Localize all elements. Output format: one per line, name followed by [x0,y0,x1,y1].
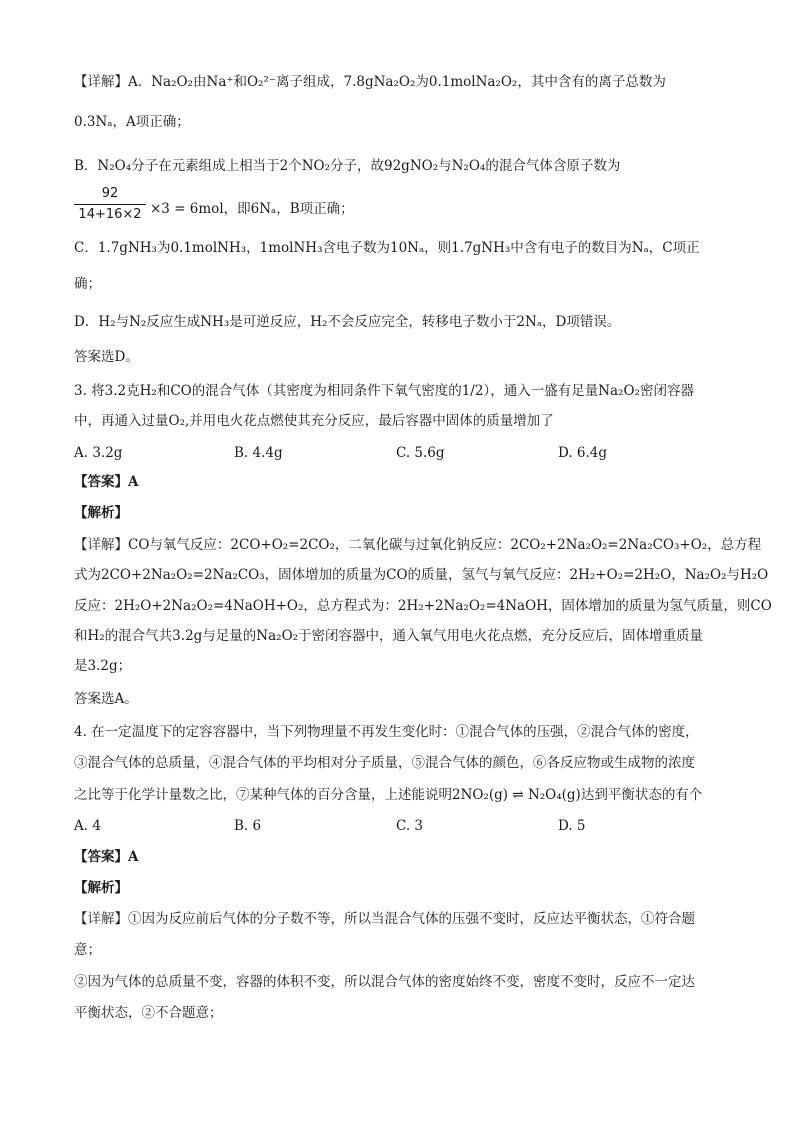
q4-detail-3: ②因为气体的总质量不变，容器的体积不变，所以混合气体的密度始终不变，密度不变时，反应不一定达 [74,974,695,990]
q4-option-c: C. 3 [396,818,424,834]
q3-option-c: C. 5.6g [396,445,445,461]
q3-detail-4: 和H₂的混合气共3.2g与足量的Na₂O₂于密闭容器中，通入氧气用电火花点燃，充分反应后，固体增重质量 [74,628,704,644]
q3-detail-1: 【详解】CO与氧气反应：2CO+O₂=2CO₂，二氧化碳与过氧化钠反应：2CO₂+2Na₂O₂=2Na₂CO₃+O₂，总方程 [74,537,762,553]
question-4-line1: 4. 在一定温度下的定容容器中，当下列物理量不再发生变化时：①混合气体的压强，②混合气体的密度， [74,724,699,740]
fraction-tail: ×3 = 6mol，即6Nₐ，B项正确； [150,201,354,217]
q4-detail-1: 【详解】①因为反应前后气体的分子数不等，所以当混合气体的压强不变时，反应达平衡状态，①符合题 [74,911,695,927]
q4-option-b: B. 6 [234,818,262,834]
question-4-line3: 之比等于化学计量数之比，⑦某种气体的百分含量，上述能说明2NO₂(g) ⇌ N₂O₄(g)达到平衡状态的有个 [74,787,703,803]
para-p2: 0.3Nₐ，A项正确； [74,114,190,130]
q3-analysis-heading: 【解析】 [74,505,128,521]
q3-detail-2: 式为2CO+2Na₂O₂=2Na₂CO₃，固体增加的质量为CO的质量，氢气与氧气反应：2H₂+O₂=2H₂O，Na₂O₂与H₂O [74,567,769,583]
para-p5: C．1.7gNH₃为0.1molNH₃，1molNH₃含电子数为10Nₐ，则1.7gNH₃中含有电子的数目为Nₐ，C项正 [74,240,700,256]
q3-answer: 【答案】A [74,474,139,490]
q4-detail-2: 意； [74,942,101,958]
fraction-bar [74,204,146,205]
para-p6: 确； [74,276,101,292]
q3-option-d: D. 6.4g [558,445,608,461]
q4-option-a: A. 4 [74,818,101,834]
para-p3: B．N₂O₄分子在元素组成上相当于2个NO₂分子，故92gNO₂与N₂O₄的混合气体含原子数为 [74,158,621,174]
q3-option-b: B. 4.4g [234,445,283,461]
q4-analysis-heading: 【解析】 [74,880,128,896]
q3-option-a: A. 3.2g [74,445,123,461]
para-p8: 答案选D。 [74,349,139,365]
question-3-line1: 3. 将3.2克H₂和CO的混合气体（其密度为相同条件下氧气密度的1/2），通入一盛有足量Na₂O₂密闭容器 [74,383,694,399]
q3-detail-3: 反应：2H₂O+2Na₂O₂=4NaOH+O₂，总方程式为：2H₂+2Na₂O₂=4NaOH，固体增加的质量为氢气质量，则CO [74,598,772,614]
q4-answer: 【答案】A [74,849,139,865]
para-p1: 【详解】A．Na₂O₂由Na⁺和O₂²⁻离子组成，7.8gNa₂O₂为0.1molNa₂O₂，其中含有的离子总数为 [74,74,666,90]
q4-detail-4: 平衡状态，②不合题意； [74,1005,223,1021]
q4-option-d: D. 5 [558,818,586,834]
para-p7: D．H₂与N₂反应生成NH₃是可逆反应，H₂不会反应完全，转移电子数小于2Nₐ，D项错误。 [74,314,621,330]
fraction-denominator: 14+16×2 [78,207,142,222]
q3-detail-6: 答案选A。 [74,691,138,707]
fraction-expression [74,186,146,223]
question-4-line2: ③混合气体的总质量，④混合气体的平均相对分子质量，⑤混合气体的颜色，⑥各反应物或生成物的浓度 [74,755,695,771]
question-3-line2: 中，再通入过量O₂,并用电火花点燃使其充分反应，最后容器中固体的质量增加了 [74,413,554,429]
fraction-numerator: 92 [101,186,119,201]
q3-detail-5: 是3.2g； [74,658,132,674]
